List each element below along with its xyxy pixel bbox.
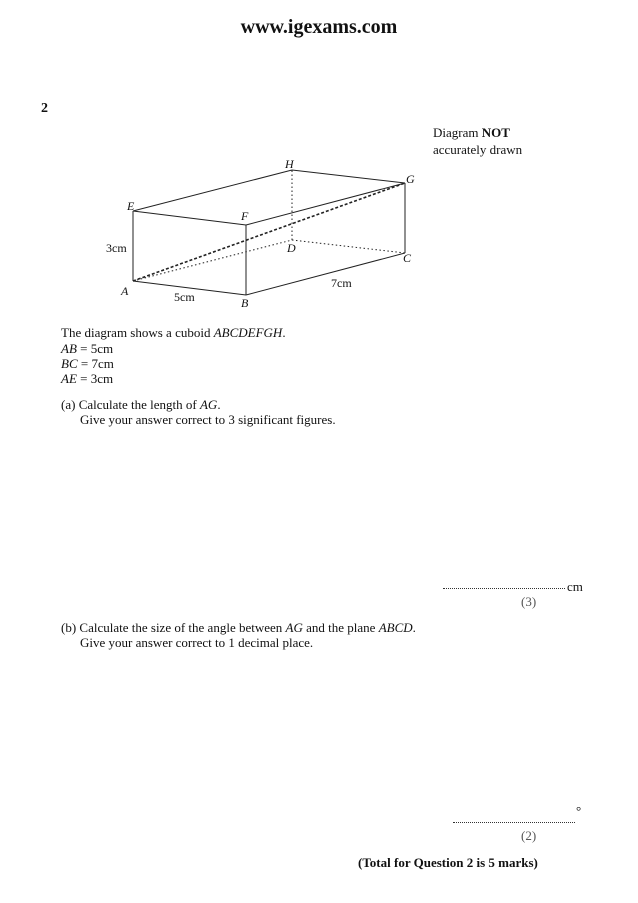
vertex-label-c: C (403, 251, 412, 265)
vertex-label-a: A (121, 284, 129, 298)
edge-bc (246, 253, 405, 295)
part-a-line1 (61, 397, 221, 413)
vertex-label-g: G (406, 172, 415, 186)
fact-ae-var: AE (61, 371, 77, 386)
fact-ae-value: = 3cm (76, 371, 114, 386)
intro-prefix: The diagram shows a cuboid (61, 325, 214, 340)
fact-ab (61, 341, 113, 357)
edge-fe (133, 209, 249, 225)
vertex-label-d: D (287, 241, 296, 255)
edge-dc-hidden (292, 240, 405, 253)
edge-hg (292, 170, 405, 183)
intro-text (61, 325, 286, 341)
part-b-suffix: . (412, 620, 416, 635)
answer-unit-b: ° (576, 803, 582, 818)
part-b-line1 (61, 620, 416, 636)
part-a-suffix: . (217, 397, 221, 412)
edge-ad-hidden (133, 240, 292, 281)
fact-ae (61, 371, 113, 387)
part-b-mid: and the plane (302, 620, 379, 635)
vertex-label-b: B (241, 296, 249, 310)
dimension-ab: 5cm (174, 290, 195, 304)
diagonal-ag (133, 183, 405, 281)
part-a-var: AG (199, 397, 218, 412)
part-a-line2: Give your answer correct to 3 significant figures. (80, 412, 336, 427)
vertex-label-h: H (285, 157, 294, 171)
cuboid-name: ABCDEFGH (213, 325, 283, 340)
fact-bc-var: BC (61, 356, 78, 371)
part-b-line2: Give your answer correct to 1 decimal place. (80, 635, 314, 650)
part-b-label: (b) (61, 620, 77, 635)
fact-ab-var: AB (61, 341, 77, 356)
edge-eh (133, 170, 292, 211)
part-b-var-abcd: ABCD (378, 620, 413, 635)
fact-ab-value: = 5cm (76, 341, 114, 356)
vertex-label-e: E (127, 199, 135, 213)
part-a-prompt: Calculate the length of (78, 397, 200, 412)
part-b-var-ag: AG (285, 620, 303, 635)
marks-b: (2) (521, 828, 537, 843)
dimension-height: 3cm (106, 241, 127, 255)
intro-suffix: . (282, 325, 286, 340)
vertex-label-f: F (241, 209, 249, 223)
site-header: www.igexams.com (240, 16, 398, 38)
fact-bc (61, 356, 114, 372)
diagram-note-prefix: Diagram (433, 125, 482, 140)
total-marks: (Total for Question 2 is 5 marks) (358, 855, 538, 870)
question-number: 2 (41, 101, 48, 116)
fact-bc-value: = 7cm (77, 356, 114, 371)
answer-line-a[interactable] (443, 588, 565, 589)
edge-fg (246, 183, 405, 225)
answer-unit-a: cm (567, 579, 583, 594)
part-a-label: (a) (61, 397, 76, 412)
diagram-note-not: NOT (481, 125, 510, 140)
part-b-prompt: Calculate the size of the angle between (79, 620, 286, 635)
answer-line-b[interactable] (453, 822, 575, 823)
dimension-bc: 7cm (331, 276, 352, 290)
diagram-note-suffix: accurately drawn (433, 142, 523, 157)
marks-a: (3) (521, 594, 537, 609)
